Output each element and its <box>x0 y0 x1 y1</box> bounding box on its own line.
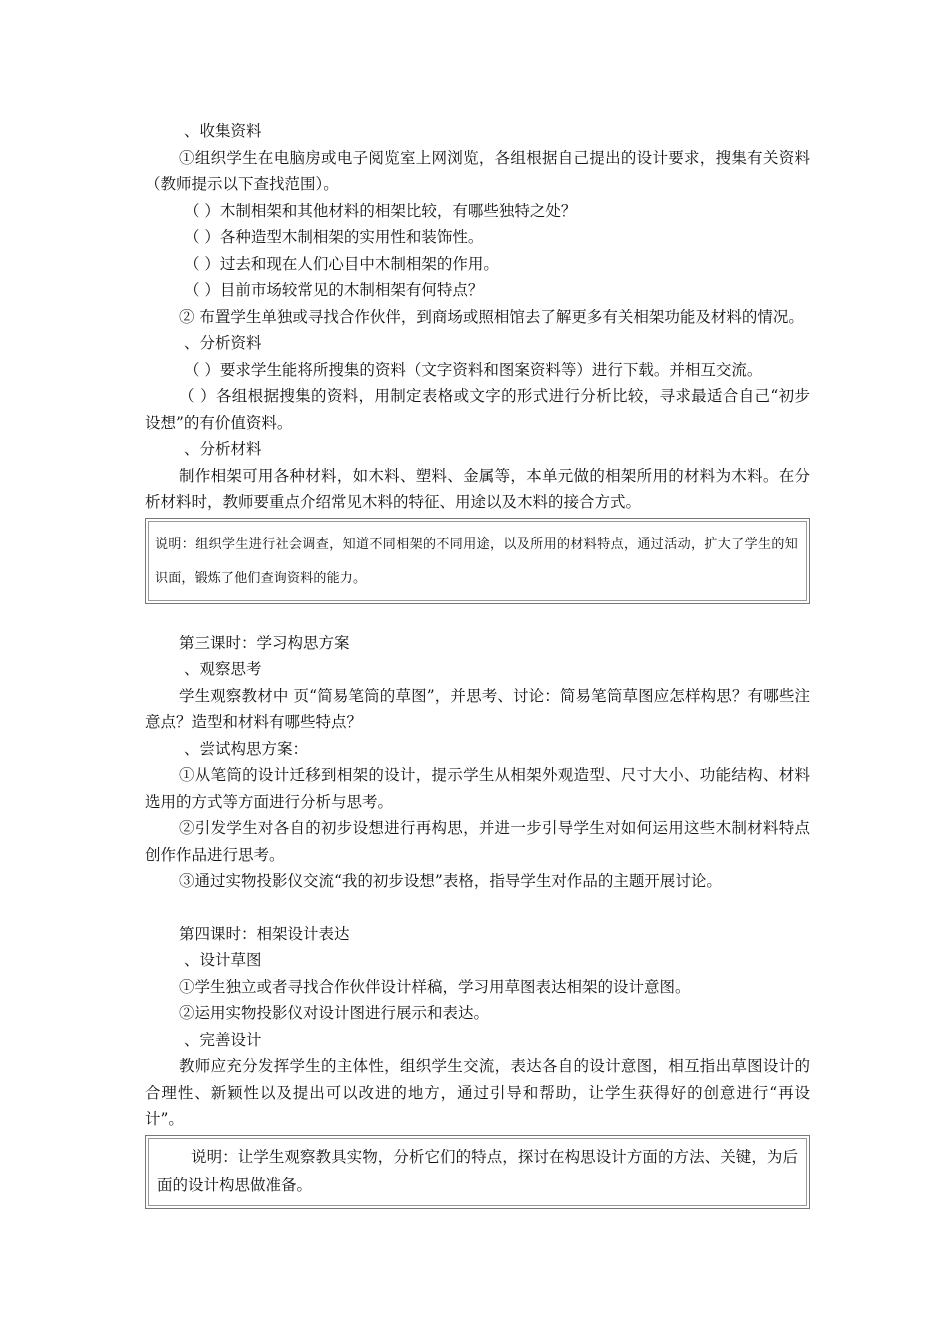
paragraph-plan-3: ③通过实物投影仪交流“我的初步设想”表格，指导学生对作品的主题开展讨论。 <box>179 872 722 890</box>
heading-collect-materials: 、收集资料 <box>184 122 262 140</box>
list-item-analyze-a: （ ）要求学生能将所搜集的资料（文字资料和图案资料等）进行下载。并相互交流。 <box>184 360 763 379</box>
heading-observe-think: 、观察思考 <box>184 660 262 678</box>
list-item-collect-a: （ ）木制相架和其他材料的相架比较，有哪些独特之处？ <box>184 201 577 220</box>
paragraph-plan-2: ②引发学生对各自的初步设想进行再构思，并进一步引导学生对如何运用这些木制材料特点创作作品进行思考。 <box>145 819 810 864</box>
paragraph-refine: 教师应充分发挥学生的主体性，组织学生交流，表达各自的设计意图，相互指出草图设计的合理性、新颖性以及提出可以改进的地方，通过引导和帮助，让学生获得好的创意进行“再设计”。 <box>145 1057 810 1128</box>
heading-refine-design: 、完善设计 <box>184 1030 262 1049</box>
list-item-collect-d: （ ）目前市场较常见的木制相架有何特点？ <box>184 281 484 299</box>
note-box-1 <box>145 518 810 604</box>
spacer <box>145 604 810 630</box>
paragraph-observe: 学生观察教材中 页“简易笔筒的草图”，并思考、讨论：简易笔筒草图应怎样构思？有哪些注意点？造型和材料有哪些特点？ <box>145 686 810 731</box>
heading-try-plan: 、尝试构思方案： <box>184 739 309 758</box>
paragraph-collect-1: ①组织学生在电脑房或电子阅览室上网浏览，各组根据自己提出的设计要求，搜集有关资料（教师提示以下查找范围）。 <box>145 148 810 193</box>
section-title-lesson-3: 第三课时：学习构思方案 <box>179 633 350 652</box>
list-item-analyze-b: （ ）各组根据搜集的资料，用制定表格或文字的形式进行分析比较，寻求最适合自己“初步设想”的有价值资料。 <box>145 387 810 432</box>
paragraph-plan-1: ①从笔筒的设计迁移到相架的设计，提示学生从相架外观造型、尺寸大小、功能结构、材料选用的方式等方面进行分析与思考。 <box>145 766 810 811</box>
heading-sketch: 、设计草图 <box>184 951 262 969</box>
heading-analyze-materials: 、分析资料 <box>184 334 262 352</box>
paragraph-collect-2: ② 布置学生单独或寻找合作伙伴，到商场或照相馆去了解更多有关相架功能及材料的情况。 <box>179 307 804 326</box>
paragraph-analyze-wood: 制作相架可用各种材料，如木料、塑料、金属等，本单元做的相架所用的材料为木料。在分析材料时，教师要重点介绍常见木料的特征、用途以及木料的接合方式。 <box>145 466 810 511</box>
section-title-lesson-4: 第四课时：相架设计表达 <box>179 924 350 943</box>
paragraph-sketch-1: ①学生独立或者寻找合作伙伴设计样稿，学习用草图表达相架的设计意图。 <box>179 977 691 996</box>
paragraph-sketch-2: ②运用实物投影仪对设计图进行展示和表达。 <box>179 1004 490 1022</box>
note-box-2 <box>145 1135 810 1209</box>
note-text-1: 说明：组织学生进行社会调查，知道不同相架的不同用途，以及所用的材料特点，通过活动，扩大了学生的知识面，锻炼了他们查询资料的能力。 <box>155 536 798 586</box>
list-item-collect-b: （ ）各种造型木制相架的实用性和装饰性。 <box>184 228 484 246</box>
document-body <box>145 118 810 1209</box>
spacer <box>145 895 810 921</box>
heading-analyze-wood: 、分析材料 <box>184 440 262 458</box>
list-item-collect-c: （ ）过去和现在人们心目中木制相架的作用。 <box>184 254 499 273</box>
note-text-2: 说明：让学生观察教具实物，分析它们的特点，探讨在构思设计方面的方法、关键，为后面的设计构思做准备。 <box>157 1147 798 1194</box>
